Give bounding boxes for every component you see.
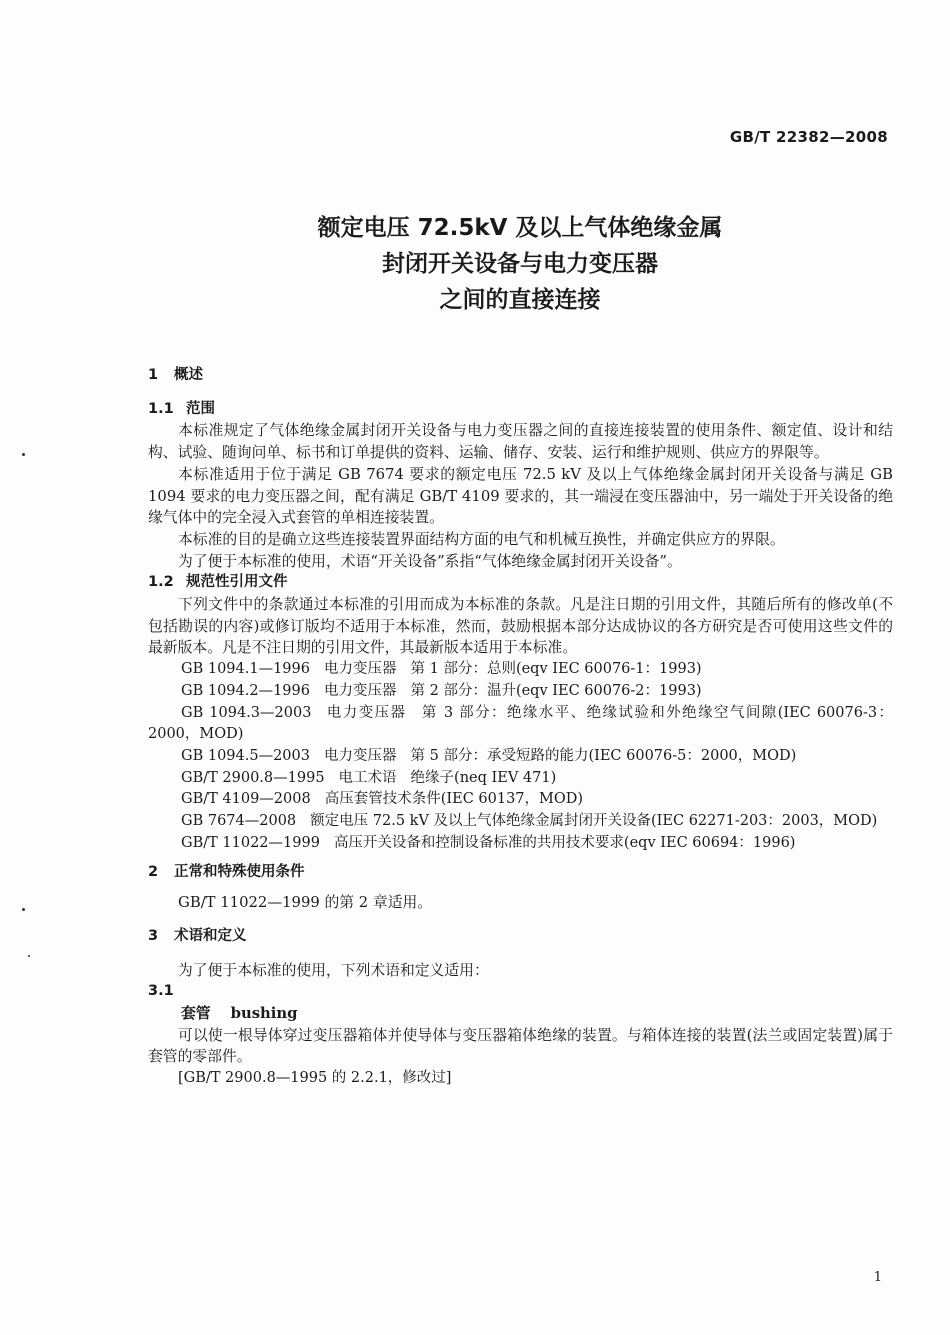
- title-line-1: 额定电压 72.5kV 及以上气体绝缘金属: [317, 215, 723, 241]
- page-number: 1: [873, 1270, 882, 1285]
- standard-number: GB/T 22382—2008: [729, 128, 888, 146]
- paragraph: GB/T 11022—1999 的第 2 章适用。: [178, 894, 433, 912]
- reference-item: GB 7674—2008 额定电压 72.5 kV 及以上气体绝缘金属封闭开关设备(IEC 62271-203：2003，MOD): [181, 813, 878, 830]
- paragraph: 本标准适用于位于满足 GB 7674 要求的额定电压 72.5 kV 及以上气体绝缘金属封闭开关设备与满足 GB 1094 要求的电力变压器之间，配有满足 GB/T 4109 要求的，其一端浸在变压器油中，另一端处于开关设备的绝缘气体中的完全浸入式套管的单相连接装置。: [148, 465, 893, 527]
- scan-mark: [22, 908, 25, 911]
- reference-item: GB/T 4109—2008 高压套管技术条件(IEC 60137，MOD): [181, 791, 584, 808]
- paragraph: 为了便于本标准的使用，下列术语和定义适用：: [178, 961, 489, 979]
- term-source: [GB/T 2900.8—1995 的 2.2.1，修改过]: [178, 1070, 452, 1087]
- term-heading: 套管 bushing: [181, 1004, 298, 1022]
- title-line-3: 之间的直接连接: [439, 287, 601, 313]
- subsection-heading: 1.1 范围: [148, 400, 215, 417]
- reference-item: GB/T 2900.8—1995 电工术语 绝缘子(neq IEV 471): [181, 769, 557, 786]
- term-number: 3.1: [148, 983, 174, 1000]
- paragraph: 下列文件中的条款通过本标准的引用而成为本标准的条款。凡是注日期的引用文件，其随后所有的修改单(不包括勘误的内容)或修订版均不适用于本标准，然而，鼓励根据本部分达成协议的各方研究是否可使用这些文件的最新版本。凡是不注日期的引用文件，其最新版本适用于本标准。: [148, 596, 893, 657]
- paragraph: 为了便于本标准的使用，术语“开关设备”系指“气体绝缘金属封闭开关设备”。: [178, 552, 682, 570]
- reference-item: GB 1094.2—1996 电力变压器 第 2 部分：温升(eqv IEC 60076-2：1993): [181, 682, 702, 699]
- reference-item: GB 1094.5—2003 电力变压器 第 5 部分：承受短路的能力(IEC 60076-5：2000，MOD): [181, 747, 797, 764]
- scan-mark: [22, 453, 25, 456]
- reference-item: GB 1094.3—2003 电力变压器 第 3 部分：绝缘水平、绝缘试验和外绝缘空气间隙(IEC 60076-3：2000，MOD): [148, 704, 893, 743]
- document-body: [148, 365, 893, 1090]
- subsection-heading: 1.2 规范性引用文件: [148, 574, 288, 591]
- term-definition: 可以使一根导体穿过变压器箱体并使导体与变压器箱体绝缘的装置。与箱体连接的装置(法兰或固定装置)属于套管的零部件。: [148, 1026, 893, 1066]
- section-heading: 1 概述: [148, 367, 203, 383]
- paragraph: 本标准规定了气体绝缘金属封闭开关设备与电力变压器之间的直接连接装置的使用条件、额定值、设计和结构、试验、随询问单、标书和订单提供的资料、运输、储存、安装、运行和维护规则、供应方的界限等。: [148, 422, 893, 462]
- reference-item: GB/T 11022—1999 高压开关设备和控制设备标准的共用技术要求(eqv IEC 60694：1996): [181, 834, 796, 851]
- title-line-2: 封闭开关设备与电力变压器: [382, 251, 658, 277]
- paragraph: 本标准的目的是确立这些连接装置界面结构方面的电气和机械互换性，并确定供应方的界限。: [178, 530, 785, 548]
- document-title: [150, 210, 890, 318]
- scan-mark: [28, 955, 30, 957]
- reference-item: GB 1094.1—1996 电力变压器 第 1 部分：总则(eqv IEC 60076-1：1993): [181, 661, 702, 678]
- section-heading: 3 术语和定义: [148, 927, 247, 944]
- section-heading: 2 正常和特殊使用条件: [148, 864, 305, 881]
